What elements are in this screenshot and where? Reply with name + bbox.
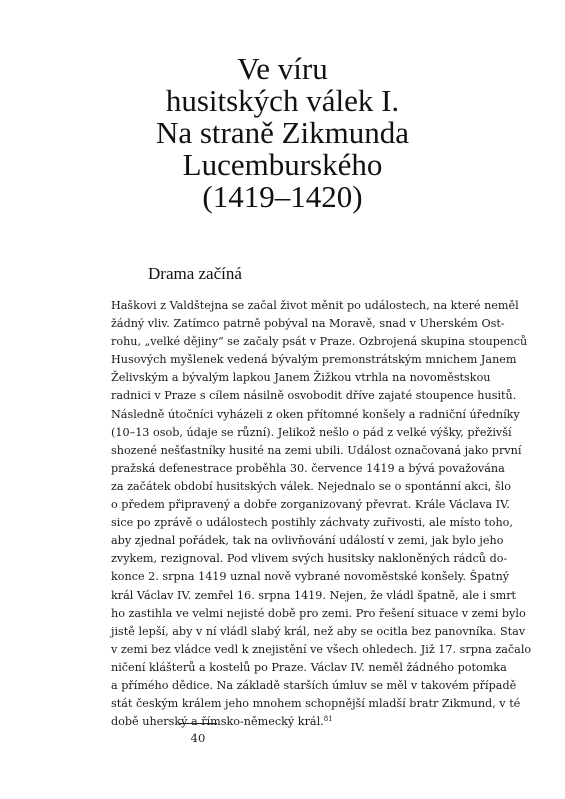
body-line: Husových myšlenek vedená bývalým premonstrátským mnichem Janem [111, 353, 517, 367]
body-line-last [111, 713, 456, 731]
body-line: sice po zprávě o událostech postihly záchvaty zuřivosti, ale místo toho, [111, 516, 513, 530]
body-line: aby zjednal pořádek, tak na ovlivňování událostí v zemi, jak bylo jeho [111, 534, 504, 548]
body-line: za začátek období husitských válek. Nejednalo se o spontánní akci, šlo [111, 479, 511, 493]
chapter-title-line: Lucemburského [182, 147, 383, 182]
body-line: a přímého dědice. Na základě starších úmluv se měl v takovém případě [111, 678, 517, 692]
body-line: v zemi bez vládce vedl k znejistění ve všech ohledech. Již 17. srpna začalo [111, 642, 532, 656]
body-line: shozené nešťastníky husité na zemi ubili. Událost označovaná jako první [111, 443, 522, 457]
body-line: rohu, „velké dějiny“ se začaly psát v Praze. Ozbrojená skupina stoupenců [111, 335, 528, 349]
body-line: žádný vliv. Zatímco patrně pobýval na Moravě, snad v Uherském Ost- [111, 317, 505, 331]
body-line: Želivským a bývalým lapkou Janem Žižkou vtrhla na novoměstskou [111, 371, 491, 385]
body-line: radnici v Praze s cílem násilně osvobodit dříve zajaté stoupence husitů. [111, 389, 517, 403]
body-paragraph [111, 297, 532, 731]
body-line-text: době uherský a římsko-německý král. [111, 715, 324, 729]
footnote-reference: 81 [323, 715, 333, 724]
chapter-title [0, 53, 565, 213]
body-line: (10–13 osob, údaje se různí). Jelikož nešlo o pád z velké výšky, přeživší [111, 425, 512, 439]
page-number: 40 [190, 731, 206, 745]
chapter-title-line: (1419–1420) [202, 179, 363, 214]
body-line: pražská defenestrace proběhla 30. července 1419 a bývá považována [111, 461, 505, 475]
body-line: ničení klášterů a kostelů po Praze. Václav IV. neměl žádného potomka [111, 660, 507, 674]
body-line: ho zastihla ve velmi nejisté době pro zemi. Pro řešení situace v zemi bylo [111, 606, 526, 620]
chapter-title-line: Na straně Zikmunda [155, 115, 410, 150]
footer-rule [179, 723, 217, 724]
section-heading: Drama začíná [148, 264, 242, 283]
body-line: jistě lepší, aby v ní vládl slabý král, než aby se ocitla bez panovníka. Stav [111, 624, 526, 638]
body-line: Haškovi z Valdštejna se začal život měnit po událostech, na které neměl [111, 299, 519, 312]
body-line: král Václav IV. zemřel 16. srpna 1419. Nejen, že vládl špatně, ale i smrt [111, 588, 517, 602]
body-line: zvykem, rezignoval. Pod vlivem svých husitsky nakloněných rádců do- [111, 552, 508, 566]
body-line: o předem připravený a dobře zorganizovaný převrat. Krále Václava IV. [111, 498, 510, 512]
body-line: stát českým králem jeho mnohem schopnější mladší bratr Zikmund, v té [111, 697, 521, 711]
chapter-title-line: husitských válek I. [165, 83, 400, 118]
chapter-title-line: Ve víru [237, 51, 328, 86]
body-line: konce 2. srpna 1419 uznal nově vybrané novoměstské konšely. Špatný [111, 570, 510, 584]
body-line: Následně útočníci vyházeli z oken přítomné konšely a radniční úředníky [111, 407, 520, 421]
